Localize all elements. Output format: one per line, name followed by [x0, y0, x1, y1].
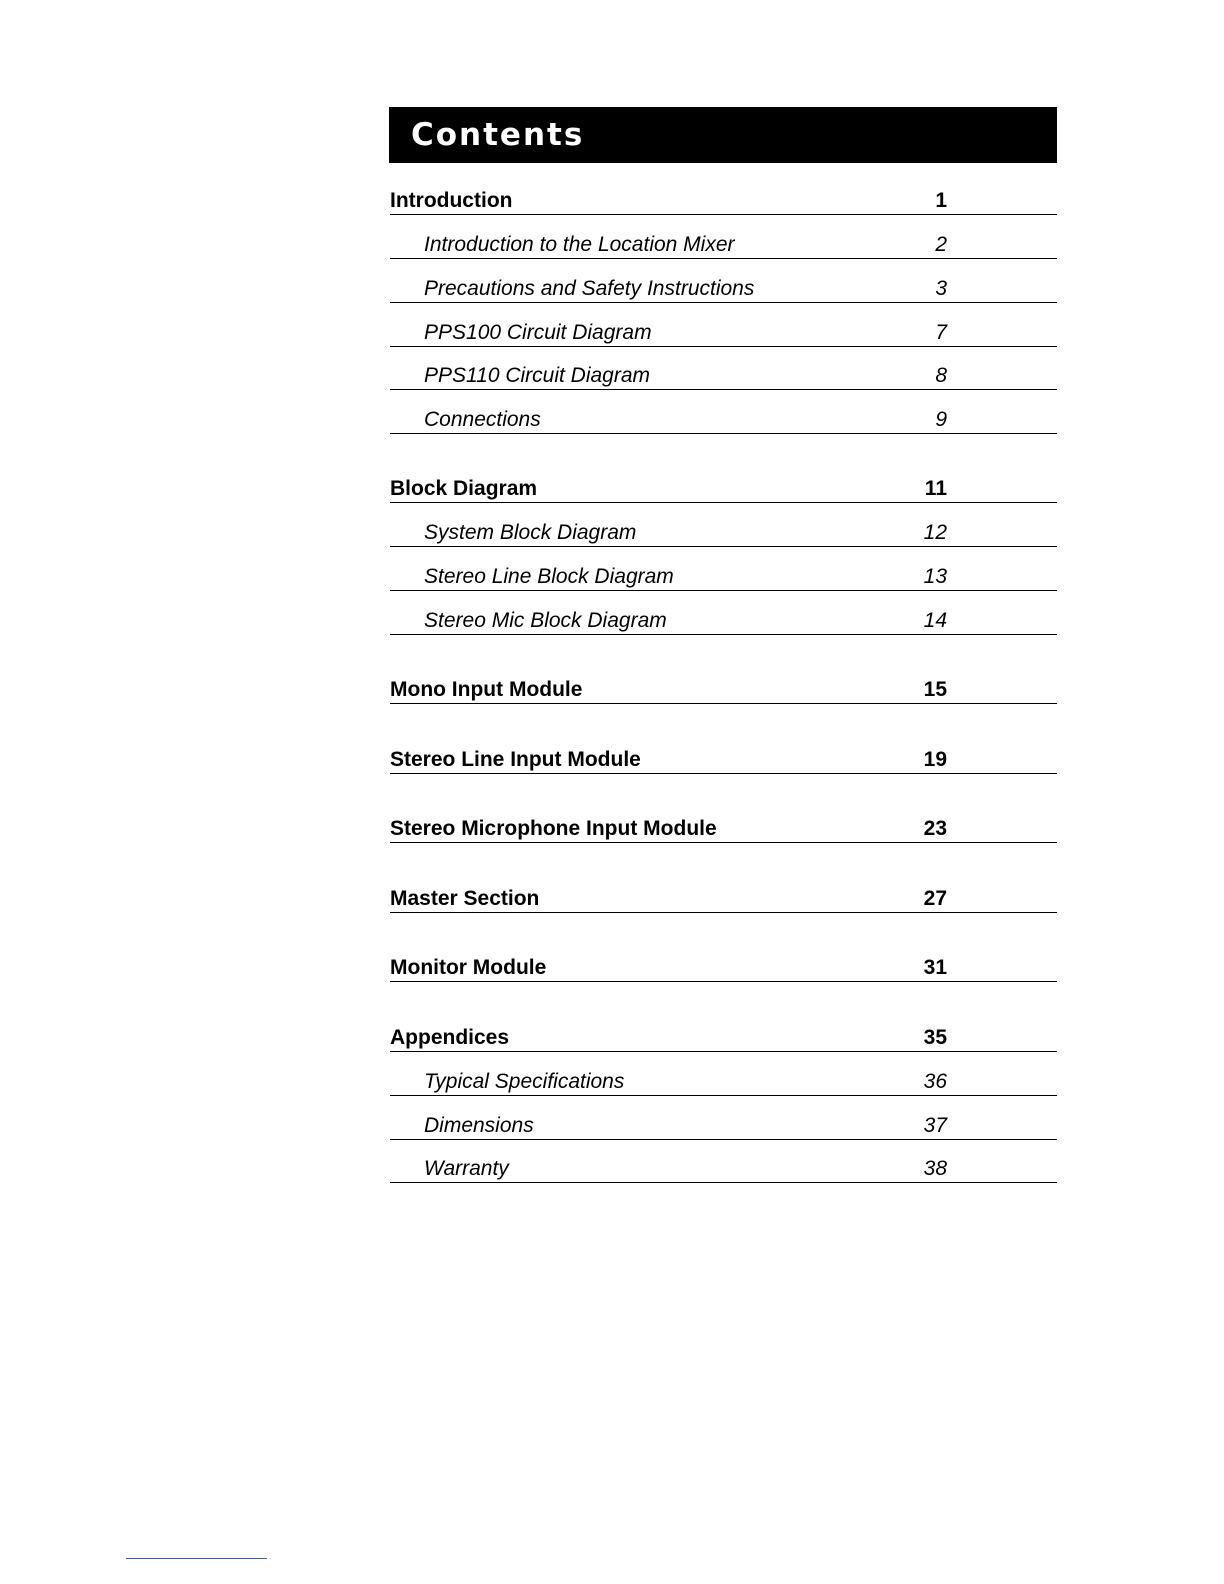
toc-entry-stereo-line-block-diagram[interactable] — [390, 561, 1057, 591]
toc-entry-pps100-circuit-diagram[interactable] — [390, 317, 1057, 347]
page-title: Contents — [411, 117, 585, 153]
toc-entry-title: Connections — [424, 408, 541, 431]
toc-entry-typical-specifications[interactable] — [390, 1066, 1057, 1096]
toc-entry-stereo-mic-block-diagram[interactable] — [390, 605, 1057, 635]
toc-entry-page: 15 — [923, 678, 947, 701]
toc-entry-page: 2 — [935, 233, 947, 256]
toc-entry-mono-input-module[interactable] — [390, 674, 1057, 704]
toc-entry-introduction[interactable] — [390, 185, 1057, 215]
toc-entry-title: Dimensions — [424, 1114, 534, 1137]
toc-entry-page: 9 — [935, 408, 947, 431]
toc-entry-page: 3 — [935, 277, 947, 300]
toc-entry-title: Introduction — [390, 189, 513, 212]
toc-entry-page: 38 — [923, 1157, 947, 1180]
toc-entry-page: 31 — [923, 956, 947, 979]
toc-entry-page: 13 — [923, 565, 947, 588]
footer-rule — [126, 1558, 267, 1559]
toc-entry-title: System Block Diagram — [424, 521, 637, 544]
toc-entry-precautions[interactable] — [390, 273, 1057, 303]
toc-entry-page: 37 — [923, 1114, 947, 1137]
toc-entry-title: PPS100 Circuit Diagram — [424, 321, 652, 344]
toc-entry-stereo-line-input-module[interactable] — [390, 744, 1057, 774]
toc-entry-title: Block Diagram — [390, 477, 538, 500]
toc-entry-dimensions[interactable] — [390, 1110, 1057, 1140]
toc-entry-title: Stereo Microphone Input Module — [390, 817, 717, 840]
toc-entry-title: Stereo Mic Block Diagram — [424, 609, 667, 632]
toc-entry-system-block-diagram[interactable] — [390, 517, 1057, 547]
toc-entry-master-section[interactable] — [390, 883, 1057, 913]
contents-banner — [389, 107, 1057, 163]
toc-entry-page: 11 — [924, 477, 947, 500]
toc-entry-title: Stereo Line Block Diagram — [424, 565, 674, 588]
toc-entry-page: 8 — [935, 364, 947, 387]
toc-entry-title: Mono Input Module — [390, 678, 583, 701]
toc-entry-page: 14 — [923, 609, 947, 632]
toc-entry-page: 35 — [923, 1026, 947, 1049]
toc-entry-introduction-to-location-mixer[interactable] — [390, 229, 1057, 259]
toc-entry-pps110-circuit-diagram[interactable] — [390, 360, 1057, 390]
toc-entry-page: 12 — [923, 521, 947, 544]
toc-entry-title: Typical Specifications — [424, 1070, 625, 1093]
toc-entry-title: Master Section — [390, 887, 540, 910]
toc-entry-page: 7 — [935, 321, 947, 344]
toc-entry-title: Stereo Line Input Module — [390, 748, 641, 771]
toc-entry-stereo-microphone-input-module[interactable] — [390, 813, 1057, 843]
toc-entry-title: Appendices — [390, 1026, 510, 1049]
toc-entry-page: 1 — [935, 189, 947, 212]
toc-entry-title: Introduction to the Location Mixer — [424, 233, 735, 256]
toc-entry-block-diagram[interactable] — [390, 473, 1057, 503]
toc-entry-warranty[interactable] — [390, 1153, 1057, 1183]
toc-entry-title: PPS110 Circuit Diagram — [424, 364, 651, 387]
toc-entry-page: 23 — [923, 817, 947, 840]
toc-entry-title: Precautions and Safety Instructions — [424, 277, 755, 300]
toc-entry-monitor-module[interactable] — [390, 952, 1057, 982]
toc-entry-title: Monitor Module — [390, 956, 547, 979]
toc-entry-connections[interactable] — [390, 404, 1057, 434]
toc-entry-page: 19 — [923, 748, 947, 771]
toc-entry-page: 27 — [923, 887, 947, 910]
toc-entry-page: 36 — [923, 1070, 947, 1093]
toc-entry-appendices[interactable] — [390, 1022, 1057, 1052]
toc-entry-title: Warranty — [424, 1157, 509, 1180]
